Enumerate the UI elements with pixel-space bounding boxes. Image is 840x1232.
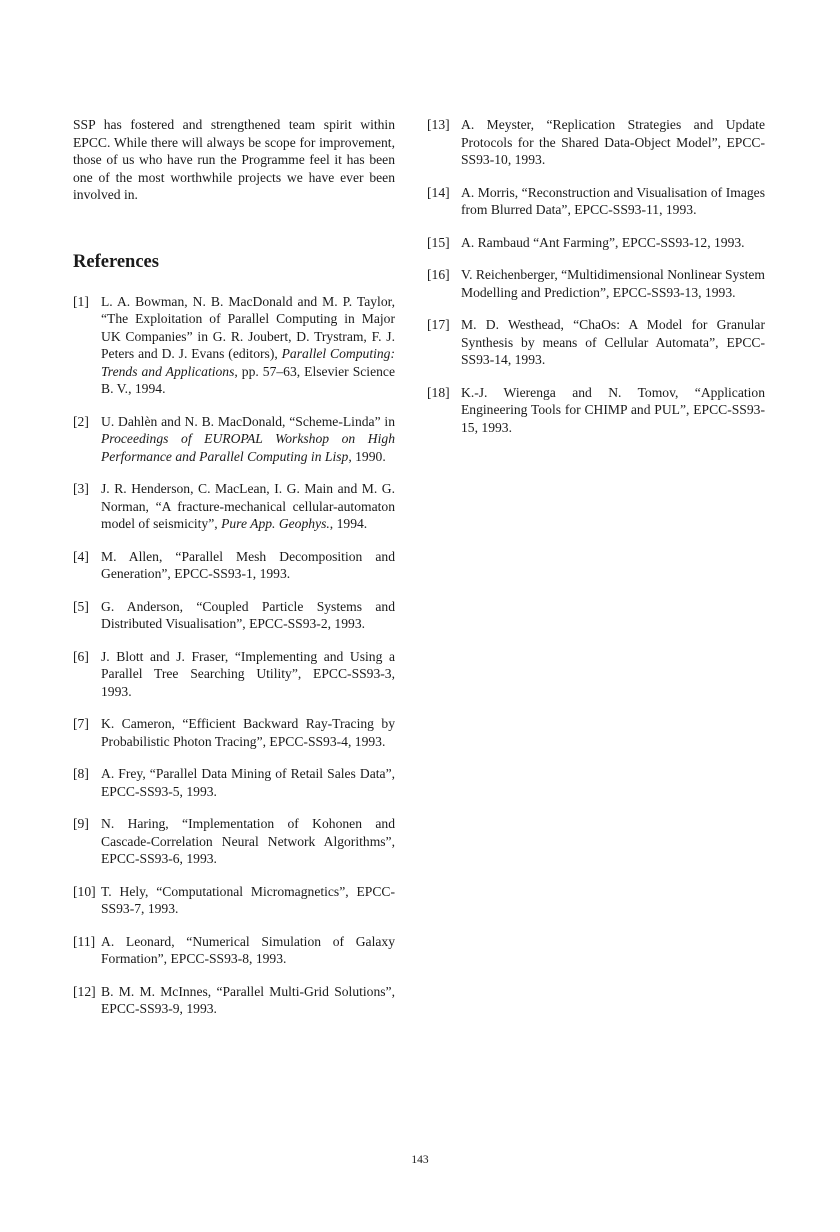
- reference-number: [16]: [427, 267, 450, 282]
- reference-item: [73, 715, 395, 750]
- page-number: 143: [411, 1154, 429, 1166]
- references-heading: References: [73, 251, 159, 272]
- reference-item: [73, 983, 395, 1018]
- reference-text: T. Hely, “Computational Micromagnetics”, EPCC-SS93-7, 1993.: [101, 883, 395, 916]
- reference-number: [11]: [73, 933, 96, 949]
- reference-number: [3]: [73, 481, 89, 496]
- reference-text: B. M. M. McInnes, “Parallel Multi-Grid Solutions”, EPCC-SS93-9, 1993.: [101, 983, 395, 1016]
- reference-item: [73, 933, 395, 968]
- reference-item: [73, 548, 395, 583]
- reference-number: [4]: [73, 548, 89, 564]
- reference-text: J. Blott and J. Fraser, “Implementing and Using a Parallel Tree Searching Utility”, EPCC-SS93-3, 1993.: [101, 648, 395, 699]
- reference-text: N. Haring, “Implementation of Kohonen and Cascade-Correlation Neural Network Algorithms”, EPCC-SS93-6, 1993.: [101, 816, 395, 866]
- closing-paragraph: SSP has fostered and strengthened team spirit within EPCC. While there will always be scope for improvement, those of us who have run the Programme feel it has been one of the most worthwhile projects we have ever been involved in.: [73, 117, 395, 202]
- reference-text: K.-J. Wierenga and N. Tomov, “Application Engineering Tools for CHIMP and PUL”, EPCC-SS93-15, 1993.: [461, 384, 765, 435]
- reference-text: K. Cameron, “Efficient Backward Ray-Tracing by Probabilistic Photon Tracing”, EPCC-SS93-4, 1993.: [101, 716, 395, 749]
- right-column: [427, 116, 765, 451]
- reference-text: A. Frey, “Parallel Data Mining of Retail Sales Data”, EPCC-SS93-5, 1993.: [101, 766, 395, 799]
- reference-number: [2]: [73, 413, 89, 429]
- reference-text: A. Morris, “Reconstruction and Visualisation of Images from Blurred Data”, EPCC-SS93-11, 1993.: [461, 184, 765, 217]
- reference-number: [9]: [73, 816, 89, 831]
- reference-number: [12]: [73, 983, 96, 999]
- reference-text: J. R. Henderson, C. MacLean, I. G. Main and M. G. Norman, “A fracture-mechanical cellular-automaton model of seismicity”, Pure App. Geophys., 1994.: [101, 481, 395, 531]
- reference-number: [13]: [427, 117, 450, 132]
- reference-text: A. Meyster, “Replication Strategies and Update Protocols for the Shared Data-Object Model”, EPCC-SS93-10, 1993.: [461, 117, 765, 167]
- reference-text: M. D. Westhead, “ChaOs: A Model for Granular Synthesis by means of Cellular Automata”, EPCC-SS93-14, 1993.: [461, 317, 765, 367]
- reference-text: U. Dahlèn and N. B. MacDonald, “Scheme-Linda” in Proceedings of EUROPAL Workshop on High Performance and Parallel Computing in Lisp, 1990.: [101, 413, 395, 464]
- reference-venue: Proceedings of EUROPAL Workshop on High Performance and Parallel Computing in Lisp: [101, 431, 395, 464]
- reference-number: [10]: [73, 883, 96, 899]
- reference-text: G. Anderson, “Coupled Particle Systems and Distributed Visualisation”, EPCC-SS93-2, 1993.: [101, 598, 395, 631]
- reference-item: [73, 598, 395, 633]
- reference-item: [427, 266, 765, 301]
- reference-text: A. Leonard, “Numerical Simulation of Galaxy Formation”, EPCC-SS93-8, 1993.: [101, 933, 395, 966]
- reference-number: [17]: [427, 317, 450, 332]
- reference-number: [8]: [73, 766, 89, 781]
- reference-item: [73, 883, 395, 918]
- reference-number: [1]: [73, 293, 89, 309]
- reference-item: [427, 116, 765, 169]
- reference-item: [73, 293, 395, 398]
- reference-item: [427, 316, 765, 369]
- reference-item: [73, 480, 395, 533]
- reference-item: [73, 815, 395, 868]
- reference-venue: Parallel Computing: Trends and Applications: [101, 346, 395, 379]
- reference-item: [73, 648, 395, 701]
- reference-item: [427, 384, 765, 437]
- reference-item: [427, 234, 765, 252]
- reference-text: V. Reichenberger, “Multidimensional Nonlinear System Modelling and Prediction”, EPCC-SS93-13, 1993.: [461, 267, 765, 300]
- reference-number: [18]: [427, 384, 450, 400]
- reference-number: [15]: [427, 234, 450, 250]
- left-column: [73, 116, 395, 1033]
- reference-venue: Pure App. Geophys.: [221, 516, 330, 531]
- reference-text: A. Rambaud “Ant Farming”, EPCC-SS93-12, 1993.: [461, 234, 745, 250]
- reference-item: [73, 413, 395, 466]
- reference-number: [7]: [73, 716, 89, 731]
- reference-text: L. A. Bowman, N. B. MacDonald and M. P. Taylor, “The Exploitation of Parallel Computing in Major UK Companies” in G. R. Joubert, D. Trystram, F. J. Peters and D. J. Evans (editors), Parallel Computing: Trends and Applications, pp. 57–63, Elsevier Science B. V., 1994.: [101, 293, 395, 396]
- reference-text: M. Allen, “Parallel Mesh Decomposition and Generation”, EPCC-SS93-1, 1993.: [101, 548, 395, 581]
- reference-item: [427, 184, 765, 219]
- reference-item: [73, 765, 395, 800]
- reference-number: [14]: [427, 184, 450, 200]
- reference-number: [6]: [73, 648, 89, 664]
- reference-number: [5]: [73, 598, 89, 614]
